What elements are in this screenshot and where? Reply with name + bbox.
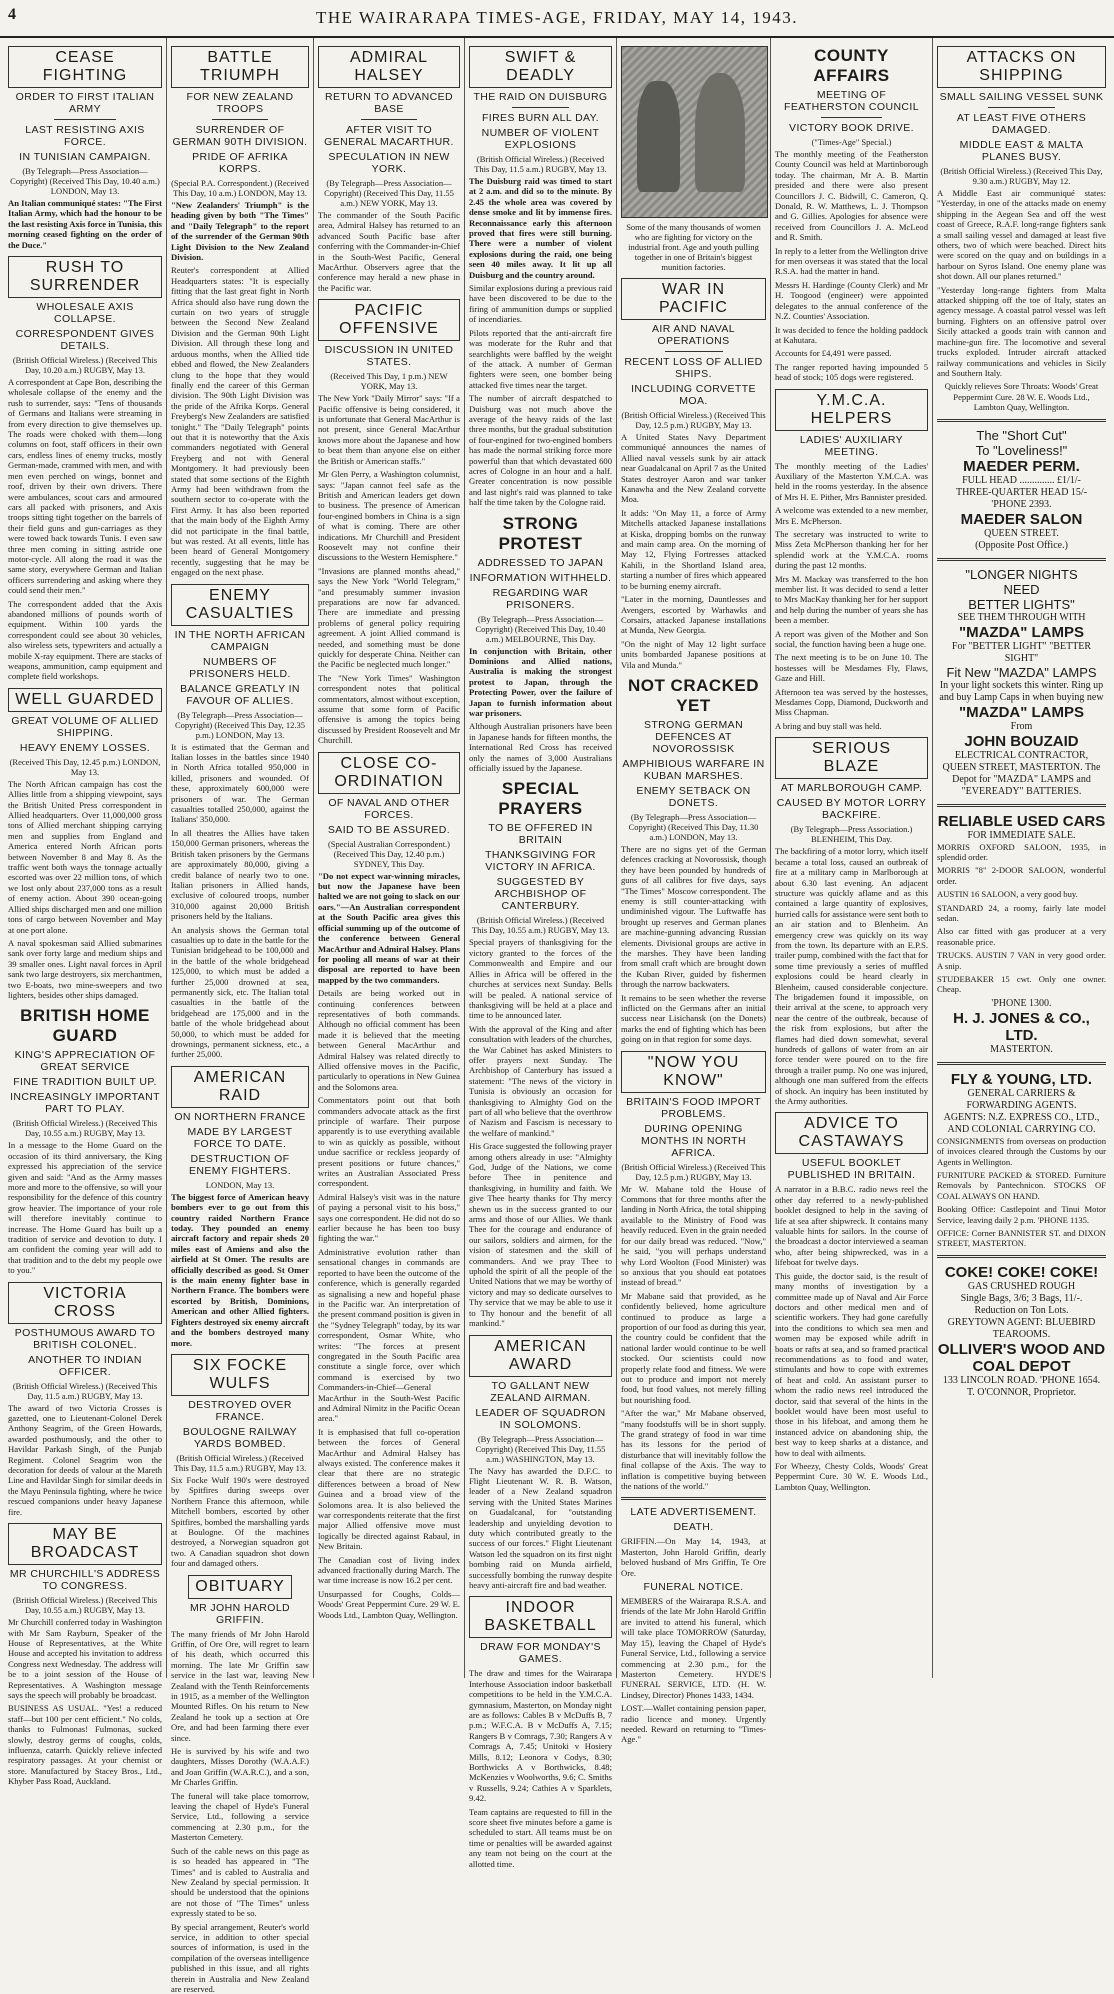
headline: AMERICAN RAID	[171, 1066, 309, 1108]
divider	[937, 1255, 1106, 1258]
ad-line: In your light sockets this winter. Ring up and buy Lamp Caps in when buying new	[939, 679, 1104, 703]
ad-heading: FLY & YOUNG, LTD.	[950, 1070, 1093, 1088]
dateline: (British Official Wireless.) (Received This Day, 12.5 p.m.) RUGBY, May 13.	[621, 1161, 766, 1182]
maeder-perm-ad	[937, 428, 1106, 552]
divider	[937, 1062, 1106, 1065]
subheading: WHOLESALE AXIS COLLAPSE.	[36, 301, 134, 326]
subheading: MR CHURCHILL'S ADDRESS TO CONGRESS.	[9, 1568, 161, 1593]
subheading: AIR AND NAVAL OPERATIONS	[651, 323, 735, 347]
ad-line: 133 LINCOLN ROAD. 'PHONE 1654.	[942, 1374, 1101, 1386]
article-paragraph: It is emphasised that full co-operation between the forces of General MacArthur and Admiral Halsey has always existed. The conference makes it clear that there are no strategic differences between a broad of New Guinea and a broad view of the Solomons area. It is also believed the war correspondents reiterate that the first major Allied offensive move must logically be directed against Rabaul, in New Britain.	[318, 1426, 460, 1552]
article-paragraph: The Duisburg raid was timed to start at 2 a.m. and did so to the minute. By 2.45 the whole area was covered by dense smoke and lit by immense fires. Reconnaissance early this afternoon proved that fires were still burning. There were a number of violent explosions during the raid, one being seen 40 miles away. It lit up all Duisburg and the country around.	[469, 176, 612, 280]
munition-factory-photo	[621, 46, 768, 218]
divider	[988, 107, 1056, 108]
headline: INDOOR BASKETBALL	[469, 1596, 612, 1638]
mazda-lamps-ad	[937, 567, 1106, 798]
notice-paragraph: By special arrangement, Reuter's world service, in addition to other special sources of information, is used in the compilation of the overseas intelligence published in this issue, and all rights therein in Australia and New Zealand are reserved.	[171, 1921, 309, 1994]
divider	[54, 119, 116, 120]
subheading: ON NORTHERN FRANCE	[174, 1110, 306, 1123]
coke-ad	[937, 1264, 1106, 1399]
subheading: ENEMY SETBACK ON DONETS.	[636, 784, 751, 809]
headline: "NOW YOU KNOW"	[621, 1051, 766, 1093]
subheading: VICTORY BOOK DRIVE.	[789, 122, 914, 134]
subheading: STRONG GERMAN DEFENCES AT NOVOROSSISK	[643, 718, 744, 755]
subheading: AMPHIBIOUS WARFARE IN KUBAN MARSHES.	[622, 757, 765, 782]
subheading: CAUSED BY MOTOR LORRY BACKFIRE.	[776, 797, 927, 822]
headline: BATTLE TRIUMPH	[171, 46, 309, 88]
dateline: (British Official Wireless.) (Received This Day, 11.5 a.m.) RUGBY, May 13.	[173, 1452, 307, 1473]
death-notice: GRIFFIN.—On May 14, 1943, at Masterton, John Harold Griffin, dearly beloved husband of Mrs Griffin, Te Ore Ore.	[621, 1536, 766, 1578]
column-2	[167, 38, 314, 1994]
dateline: (British Official Wireless.) (Received This Day, 11.5 a.m.) RUGBY, May 13.	[474, 154, 607, 174]
article-paragraph: "After the war," Mr Mabane observed, "many foodstuffs will be in short supply. The grand strategy of food in war time has its lessons for the period of disturbance that will inevitably follow the final collapse of the Axis. The way to inflation is competitive buying between the nations of the world."	[621, 1408, 766, 1492]
subheading: FIRES BURN ALL DAY.	[481, 112, 600, 124]
section-label: FUNERAL NOTICE.	[643, 1581, 744, 1594]
ad-line: Reduction on Ton Lots.	[974, 1304, 1069, 1316]
subheading: REGARDING WAR PRISONERS.	[492, 586, 589, 611]
page-number: 4	[8, 6, 16, 23]
article-paragraph: The biggest force of American heavy bombers ever to go out from this country raided Northern France today. They pounded an enemy aircraft factory and repair sheds 20 miles east of Amiens and also the airfield at St Omer. The results are officially described as good. St Omer is the main enemy fighter base in Northern France. The bombers were escorted by British, Dominions, American and other Allied fighters. Fighters destroyed six enemy aircraft and the bombers destroyed many more.	[171, 1191, 309, 1348]
headline: STRONG PROTEST	[498, 513, 583, 553]
dateline: (British Official Wireless.) (Received This Day, 10.55 a.m.) RUGBY, May 13.	[471, 915, 610, 936]
subheading: NUMBERS OF PRISONERS HELD.	[189, 655, 291, 680]
dateline: (British Official Wireless.) (Received This Day, 11.5 a.m.) RUGBY, May 13.	[12, 1380, 158, 1401]
dateline: (By Telegraph—Press Association—Copyright) (Received This Day, 10.40 a.m.) MELBOURNE, This Day.	[475, 613, 606, 644]
ad-line: CONSIGNMENTS from overseas on production of invoices cleared through the Customs by our Agents in Wellington.	[937, 1135, 1106, 1167]
article-paragraph: A correspondent at Cape Bon, describing the wholesale collapse of the enemy and the rush to surrender, says: "Tens of thousands of Germans and Italians were streaming in from every direction to give themselves up. The roads were choked with them—long columns on foot, staff officers in their own cars, endless lines of enemy trucks, mostly German-made, crammed with men, and with men even perched on wings, bonnet and roof, driven by their own drivers. There were ambulances, scout cars and armoured cars all packed with prisoners, and Axis troops sitting tight together on the barrels of their field guns and gun-carriages as they were towed back towards Tunis. I even saw three men coming in sitting astride one motor-cycle. All along the road it was the same story, everywhere German and Italian officers surrendering and asking where they could send their men."	[8, 377, 162, 596]
ad-line: For "BETTER LIGHT" "BETTER SIGHT"	[951, 640, 1092, 664]
dateline: ("Times-Age" Special.)	[811, 137, 892, 147]
subheading: INFORMATION WITHHELD.	[469, 571, 612, 584]
ad-line: T. O'CONNOR, Proprietor.	[966, 1386, 1077, 1398]
ad-line: FULL HEAD .............. £1/1/-	[962, 474, 1081, 486]
notice-paragraph: Such of the cable news on this page as is so headed has appeared in "The Times" and is cabled to Australia and New Zealand by special permission. It should be understood that the opinions are not those of "The Times" unless expressly stated to be so.	[171, 1845, 309, 1919]
subheading: TO BE OFFERED IN BRITAIN	[488, 822, 593, 847]
article-paragraph: A United States Navy Department communiqué announces the names of Allied naval vessels sunk by air attack near Guadalcanal on April 7 as the United States destroyer Aaron and war tanker Kanawha and the New Zealand corvette Moa.	[621, 432, 766, 505]
article-paragraph: The Navy has awarded the D.F.C. to Flight Lieutenant W. R. B. Watson, leader of a New Zealand squadron serving with the United States Marines on Guadalcanal, for "outstanding leadership and unyielding devotion to duty which contributed greatly to the success of our forces." Flight Lieutenant Watson led the squadron on its first night bombing raid on Munda airfield, successfully bombing the runway despite heavy anti-aircraft fire and bad weather.	[469, 1465, 612, 1590]
ad-heading: COKE! COKE! COKE!	[944, 1263, 1099, 1281]
subheading: FOR NEW ZEALAND TROOPS	[186, 91, 294, 115]
article-paragraph: Accounts for £4,491 were passed.	[775, 348, 892, 359]
ad-line: MORRIS "8" 2-DOOR SALOON, wonderful order.	[937, 865, 1106, 886]
headline: ATTACKS ON SHIPPING	[937, 46, 1106, 88]
photo-figure	[637, 81, 681, 192]
article-paragraph: There are no signs yet of the German defences cracking at Novorossisk, though they have been pounded by hundreds of guns of all calibres for five days, says "The Times" Moscow correspondent. The enemy is still counter-attacking with undiminished vigour. The Luftwaffe has brought up reserves and German planes are machine-gunning advancing Russian elements. Divisional groups are active in the marshes. They have been landing from small craft which are brought down the Kuban River, guided by fishermen through the narrow backwaters.	[621, 843, 766, 990]
article-paragraph: The correspondent added that the Axis abandoned millions of pounds worth of equipment. Within 100 yards the correspondent could see about 30 vehicles, also wireless sets, typewriters and actually a mobile X-ray equipment. There are stacks of weapons, ammunition, camp equipment and complete field workshops.	[8, 598, 162, 682]
advertisement: Unsurpassed for Coughs, Colds—Woods' Great Peppermint Cure. 29 W. E. Woods Ltd., Lambton Quay, Wellington.	[318, 1588, 460, 1620]
divider	[937, 804, 1106, 807]
subheading: FINE TRADITION BUILT UP.	[13, 1076, 157, 1089]
ad-line: GREYTOWN AGENT: BLUEBIRD TEAROOMS.	[947, 1316, 1096, 1340]
ad-line: AGENTS: N.Z. EXPRESS CO., LTD., AND COLONIAL CARRYING CO.	[943, 1111, 1100, 1135]
article-paragraph: The number of aircraft despatched to Duisburg was not much above the average of the heavy raids of the last three months, but the gradual substitution of four-engined for two-engined bombers has made the normal striking force more powerful than that which devastated 600 acres of Cologne in an hour and a half. Greater concentration is now possible and last night's raid was planned to take half the time taken by the Cologne raid.	[469, 393, 612, 508]
divider	[937, 419, 1106, 422]
columns	[4, 38, 1110, 1994]
article-paragraph: A narrator in a B.B.C. radio news reel the other day referred to a newly-published booklet designed to help in the saving of life at sea after shipwreck. It contains many valuable hints for sailors. In the course of the broadcast a doctor interviewed a seaman who, after being shipwrecked, was in a lifeboat for twelve days.	[775, 1184, 928, 1268]
ad-line: From	[1010, 720, 1033, 732]
column-5	[617, 38, 771, 1745]
headline: NOT CRACKED YET	[627, 675, 760, 715]
subheading: ADDRESSED TO JAPAN	[477, 556, 604, 569]
column-3	[314, 38, 465, 1678]
ad-heading: "MAZDA" LAMPS	[958, 703, 1085, 721]
subheading: LEADER OF SQUADRON IN SOLOMONS.	[475, 1406, 606, 1431]
subheading: NUMBER OF VIOLENT EXPLOSIONS	[481, 127, 600, 151]
ad-line: The "Short Cut"	[976, 427, 1067, 443]
article-paragraph: Team captains are requested to fill in the score sheet five minutes before a game is scheduled to start. All teams must be on time or penalties will be awarded against any team not being on the court at the allotted time.	[469, 1806, 612, 1869]
headline: RUSH TO SURRENDER	[8, 256, 162, 298]
article-paragraph: A report was given of the Mother and Son social, the function having been a huge one.	[775, 628, 928, 650]
article-paragraph: "Later in the morning, Dauntlesses and Avengers, escorted by Warhawks and Corsairs, attacked Japanese installations at Munda, New Georgia.	[621, 594, 766, 636]
ad-heading: JOHN BOUZAID	[964, 732, 1079, 750]
article-paragraph: The North African campaign has cost the Allies little from a shipping viewpoint, says the British United Press correspondent in Allied headquarters. Over 11,000,000 gross tons of Allied merchant shipping carrying men and supplies from England and America entered North African ports between November 8 and May 8. As the traffic went both ways the tonnage actually escorted was over 22 million tons, of which we lost only about 237,000 tons as a result of enemy action. About 390 ocean-going Allied ships discharged men and one million tons of cargo between November and May at one port alone.	[8, 778, 162, 935]
fly-young-ad	[937, 1071, 1106, 1249]
divider	[512, 107, 569, 108]
subheading: KING'S APPRECIATION OF GREAT SERVICE	[14, 1049, 156, 1074]
ad-line: ELECTRICAL CONTRACTOR, QUEEN STREET, MASTERTON. The Depot for "MAZDA" LAMPS and "EVEREADY" BATTERIES.	[942, 749, 1101, 797]
ad-line: Also car fitted with gas producer at a very reasonable price.	[937, 926, 1106, 947]
article-paragraph: He is survived by his wife and two daughters, Misses Dorothy (W.A.A.F.) and Joan Griffin (W.A.R.C.), and a son, Mr Charles Griffin.	[171, 1746, 309, 1788]
ad-line: THREE-QUARTER HEAD 15/-	[955, 486, 1088, 498]
headline: PACIFIC OFFENSIVE	[318, 299, 460, 341]
subheading: CORRESPONDENT GIVES DETAILS.	[15, 328, 155, 353]
ad-line: STUDEBAKER 15 cwt. Only one owner. Cheap.	[937, 974, 1106, 995]
headline: SPECIAL PRAYERS	[498, 779, 583, 819]
headline: ADMIRAL HALSEY	[318, 46, 460, 88]
headline: MAY BE BROADCAST	[8, 1523, 162, 1565]
divider	[361, 119, 418, 120]
headline: AMERICAN AWARD	[469, 1335, 612, 1377]
article-paragraph: With the approval of the King and after consultation with leaders of the churches, the War Cabinet has asked Ministers to offer prayers next Sunday. The Archbishop of Canterbury has issued a statement: "The news of the victory in Tunisia is obviously an occasion for thanksgiving to Almighty God on the part of all who believe that the overthrow of Nazism and Fascism is necessary to the welfare of mankind."	[469, 1023, 612, 1138]
article-paragraph: A naval spokesman said Allied submarines sank over forty large and medium ships and 39 smaller ones. Light naval forces in April sank two large destroyers, six merchantmen, two E-boats, two mine-sweepers and two lighters, besides other ships damaged.	[8, 937, 162, 1000]
article-paragraph: It adds: "On May 11, a force of Army Mitchells attacked Japanese installations at Kiska, dropping bombs on the runway and main camp area. On the morning of May 12, Flying Fortresses attacked Kahili, in the Shortland Island area, starting a number of fires which appeared to be burning enemy aircraft.	[621, 507, 766, 591]
subheading: THE RAID ON DUISBURG	[473, 91, 608, 103]
ad-line: GAS CRUSHED ROUGH	[967, 1280, 1076, 1292]
ad-line: GENERAL CARRIERS & FORWARDING AGENTS.	[966, 1087, 1077, 1111]
article-paragraph: Mr W. Mabane told the House of Commons that for three months after the landing in North Africa, the total shipping available to the Ministry of Food was heavily reduced. Even in the grain needed for our daily bread was reduced. "Now," he said, "you will perhaps understand why Lord Woolton (Food Minister) was so anxious that you should eat potatoes instead of bread."	[621, 1183, 766, 1288]
column-7	[933, 38, 1110, 1678]
article-paragraph: In all theatres the Allies have taken 150,000 German prisoners, whereas the British taken prisoners by the Germans are approximately 80,000, giving a credit balance of nearly two to one. Italian prisoners in Allied hands, exclusive of coloured troops, number 310,000 against 20,000 British prisoners held by the Italians.	[171, 827, 309, 922]
headline: BRITISH HOME GUARD	[20, 1006, 150, 1046]
article-paragraph: "Invasions are planned months ahead," says the New York "World Telegram," "and presumably summer invasion preparations are now far advanced. There are immediate and pressing problems of general policy requiring agreement. A joint Allied command is needed, and something must be done quickly for desperate China. Neither can the Pacific be neglected much longer."	[318, 565, 460, 670]
ad-line: OFFICE: Corner BANNISTER ST. and DIXON STREET, MASTERTON.	[937, 1228, 1106, 1249]
article-paragraph: Details are being worked out in continuing conferences between representatives of both commands. Although no official comment has been made it is believed that the meeting between General MacArthur and Admiral Halsey was related directly to Allied offensive moves in the Pacific, particularly to operations in New Guinea and the Solomons area.	[318, 988, 460, 1092]
headline: WELL GUARDED	[8, 688, 161, 712]
subheading: IN THE NORTH AFRICAN CAMPAIGN	[174, 628, 306, 653]
ad-line: 'PHONE 1300.	[991, 997, 1052, 1009]
funeral-notice: MEMBERS of the Wairarapa R.S.A. and friends of the late Mr John Harold Griffin are invited to attend his funeral, which will take place TOMORROW (Saturday, May 15), leaving the Chapel of Hyde's Funeral Service, Ltd., following a service commencing at 2.30 p.m., for the Masterton Cemetery. HYDE'S FUNERAL SERVICE, LTD. (H. W. Lindsey, Director) Phones 1433, 1434.	[621, 1596, 766, 1700]
article-paragraph: The commander of the South Pacific area, Admiral Halsey has returned to an advanced South Pacific base after conferring with the Commander-in-Chief in the South-West Pacific, General MacArthur. Observers agree that the conference may herald a new phase in the Pacific war.	[318, 210, 460, 293]
subheading: SPECULATION IN NEW YORK.	[328, 151, 450, 175]
dateline: (British Official Wireless.) (Received This Day, 9.30 a.m.) RUGBY, May 12.	[940, 166, 1103, 186]
ad-line: Fit New "MAZDA" LAMPS	[946, 664, 1097, 680]
dateline: (By Telegraph—Press Association—Copyright) (Received This Day, 11.55 a.m.) WASHINGTON, May 13.	[475, 1433, 606, 1464]
dateline: (By Telegraph—Press Association—Copyright) (Received This Day, 12.35 p.m.) LONDON, May 13.	[174, 709, 306, 740]
subheading: PRIDE OF AFRIKA KORPS.	[192, 151, 288, 175]
ad-heading: H. J. JONES & CO., LTD.	[953, 1009, 1090, 1044]
article-paragraph: The New York "Daily Mirror" says: "If a Pacific offensive is being considered, it is unfortunate that General MacArthur is not present, since General MacArthur knows more about the Japanese and how to beat them than anyone else on either the British or American staffs."	[318, 393, 460, 466]
ad-line: AUSTIN 16 SALOON, a very good buy.	[937, 889, 1078, 900]
article-paragraph: A welcome was extended to a new member, Mrs E. McPherson.	[775, 505, 928, 526]
article-paragraph: Commentators point out that both commanders advocate attack as the first principle of warfare. Their purpose apparently is to use everything available to win as quickly as possible, without undue sacrifice or reckless jeopardy of present positions or future chances," writes an Australian Associated Press correspondent.	[318, 1095, 460, 1189]
article-paragraph: Afternoon tea was served by the hostesses, Mesdames Copp, Diamond, Duckworth and Miss Chapman.	[775, 686, 928, 718]
article-paragraph: The "New York Times" Washington correspondent notes that political commentators, almost without exception, assume that some form of Pacific offensive is among the topics being discussed by President Roosevelt and Mr Churchill.	[318, 672, 461, 746]
subheading: SAID TO BE ASSURED.	[327, 823, 451, 836]
article-paragraph: Mrs M. Mackay was transferred to the hon member list. It was decided to send a letter to Mrs MacKay thanking her for her support and help during the number of years she has been a member.	[775, 573, 928, 626]
article-paragraph: It remains to be seen whether the reverse inflicted on the Germans after an initial success near Lisichansk (on the Donets) marks the end of fighting which has been going on in that region for some days.	[621, 992, 766, 1045]
article-paragraph: The backfiring of a motor lorry, which itself became a total loss, caused an outbreak of fire at a military camp in Marlborough at about 6.30 last evening. An adjacent structure was quickly aflame and as this contained a large quantity of explosives, hurried calls for assistance were sent both to an air station and to Blenheim. An emergency crew was quickly on its way from the town. Its departure with an E.P.S. trailer pump, combined with the fact that for some time previously a series of muffled explosions could be heard clearly in Blenheim, caused considerable conjecture. The brigademen found it impossible, on their arrival at the scene, to approach very near the centre of the outbreak, because of the risk from explosions, but after the flames had died down somewhat, several hundreds of gallons of water from an air force tender were poured on to the fire through a trailer pump. No one was injured, although one man suffered from the effects of shock. An inquiry has been instituted by the Army authorities.	[775, 846, 928, 1107]
photo-figure	[695, 73, 746, 192]
article-paragraph: Six Focke Wulf 190's were destroyed by Spitfires during sweeps over Northern France this afternoon, while Mitchell bombers, escorted by other Spitfires, bombed the marshalling yards at Boulogne. Of the machines destroyed, a Norwegian squadron got two. A Canadian squadron shot down four and damaged others.	[171, 1474, 309, 1569]
headline: CEASE FIGHTING	[8, 46, 162, 88]
ad-heading: RELIABLE USED CARS	[937, 812, 1106, 830]
ad-line: Booking Office: Castlepoint and Tinui Motor Service, leaving daily 2 p.m. 'PHONE 1135.	[937, 1204, 1106, 1225]
article-paragraph: The Canadian cost of living index advanced fractionally during March. The war time increase is now 16.2 per cent.	[318, 1554, 460, 1586]
subheading: BALANCE GREATLY IN FAVOUR OF ALLIES.	[180, 682, 300, 707]
article-paragraph: Pilots reported that the anti-aircraft fire was moderate for the Ruhr and that searchlights were baffled by the weight of the attack. A number of German fighters were seen, one bomber being attacked five times near the target.	[469, 327, 612, 390]
dateline: (Special Australian Correspondent.) (Received This Day, 12.40 p.m.) SYDNEY, This Day.	[327, 838, 451, 869]
subheading: ORDER TO FIRST ITALIAN ARMY	[15, 91, 155, 115]
ad-line: (Opposite Post Office.)	[975, 539, 1068, 551]
subheading: SMALL SAILING VESSEL SUNK	[939, 91, 1104, 103]
ad-line: NEED	[1003, 581, 1040, 597]
ad-heading: OLLIVER'S WOOD AND COAL DEPOT	[937, 1340, 1106, 1375]
article-paragraph: Although Australian prisoners have been in Japanese hands for fifteen months, the International Red Cross has received only the names of 3,000 Australians officially issued by the Japanese.	[469, 721, 612, 774]
ad-line: FOR IMMEDIATE SALE.	[967, 829, 1076, 841]
subheading: THANKSGIVING FOR VICTORY IN AFRICA.	[485, 849, 596, 874]
dateline: (British Official Wireless.) (Received This Day, 12.5 p.m.) RUGBY, May 13.	[621, 410, 766, 430]
article-paragraph: Admiral Halsey's visit was in the nature of paying a personal visit to his boss," says one correspondent. He did not do so earlier because he has been too busy fighting the war."	[318, 1191, 460, 1244]
article-paragraph: The secretary was instructed to write to Miss Zeta McPherson thanking her for her splendid work at the Y.M.C.A. rooms during the past 12 months.	[775, 528, 928, 571]
article-paragraph: Reuter's correspondent at Allied Headquarters states: "It is especially fitting that the last great fight in North Africa should also have rung down the curtain on two years of struggle between the Second New Zealand Division and the German 90th Light Division. All through these long and arduous months, when the Allied tide ebbed and flowed, the New Zealanders clung to the hope that they would finally end the career of this German division. The 90th Light Division was the pride of the Afrika Korps. General Freyberg's New Zealanders are satisfied tonight." The "Daily Telegraph" points out that it is noteworthy that the Axis commanders negotiated with General Freyberg and not with General Montgomery. It had previously been stated that some sections of the Eighth Army had been withdrawn from the southern sector to co-operate with the First Army. It has also been reported that the main body of the Eighth Army did not participate in the final battle, but was rested. At all events, little has been heard of General Montgomery recently, suggesting that he may be engaged on the next phase.	[171, 265, 309, 578]
headline: WAR IN PACIFIC	[621, 278, 766, 320]
article-paragraph: In a message to the Home Guard on the occasion of its third anniversary, the King expressed his appreciation of the service given and said: "And as the Army masses more and more to the offensive, so will your responsibility for the defence of this country grow heavier. The importance of your role will therefore inevitably continue to increase. The Home Guard has built up a tradition of service and devotion to duty. I am confident the coming year will add to that tradition and to the debt my people owe to you."	[8, 1140, 162, 1276]
ad-line: To "Loveliness!"	[975, 442, 1068, 458]
dateline: (Received This Day, 1 p.m.) NEW YORK, May 13.	[330, 371, 448, 392]
ad-heading: "MAZDA" LAMPS	[958, 623, 1085, 641]
subheading: TO GALLANT NEW ZEALAND AIRMAN.	[490, 1379, 591, 1404]
headline: VICTORIA CROSS	[8, 1282, 162, 1324]
advertisement: Quickly relieves Sore Throats: Woods' Great Peppermint Cure. 28 W. E. Woods Ltd., Lambton Quay, Wellington.	[944, 381, 1099, 413]
article-paragraph: Special prayers of thanksgiving for the victory granted to the forces of the Commonwealth and Empire and our Allies in Africa will be offered in the churches at services next Sunday. Bells will be pealed. A national service of thanksgiving will be held at a place and time to be announced later.	[469, 937, 612, 1021]
subheading: DRAW FOR MONDAY'S GAMES.	[480, 1641, 601, 1666]
subheading: USEFUL BOOKLET PUBLISHED IN BRITAIN.	[787, 1157, 916, 1182]
article-paragraph: "Yesterday long-range fighters from Malta attacked shipping off the toe of Italy, states an agency message. A coastal patrol vessel was left burning. Fighters on an offensive patrol over Sicily attacked a goods train with cannon and machine-gun fire. The locomotive and several trucks exploded. Intruder aircraft attacked railway communications and vehicles in Sicily and Southern Italy.	[937, 284, 1106, 378]
subheading: IN TUNISIAN CAMPAIGN.	[19, 151, 151, 163]
divider	[937, 558, 1106, 561]
subheading: DISCUSSION IN UNITED STATES.	[324, 344, 454, 369]
article-paragraph: A Middle East air communiqué states: "Yesterday, in one of the attacks made on enemy shipping in the Aegean Sea and off the west coast of Greece, R.A.F. long-range fighters sank a small sailing vessel and damaged at least five others, two of which were beached. Direct hits were scored on the quay and on buildings in a harbour on Syros Island. One enemy plane was shot down. All our planes returned."	[937, 188, 1106, 282]
article-paragraph: "New Zealanders' Triumph" is the heading given by both "The Times" and "Daily Telegraph" to the report of the surrender of the German 90th Light Division to the New Zealand Division.	[171, 200, 309, 263]
dateline: (British Official Wireless.) (Received This Day, 10.55 a.m.) RUGBY, May 13.	[12, 1595, 158, 1616]
dateline: (By Telegraph—Press Association—Copyright) (Received This Day, 10.40 a.m.) LONDON, May 13.	[10, 166, 160, 196]
article-paragraph: The monthly meeting of the Ladies' Auxiliary of the Masterton Y.M.C.A. was held in the rooms yesterday. In the absence of Mrs H. E. Pither, Mrs Bannister presided.	[775, 460, 928, 502]
ad-line: Single Bags, 3/6; 3 Bags, 11/-.	[960, 1292, 1083, 1304]
section-label: DEATH.	[673, 1521, 714, 1534]
article-paragraph: In reply to a letter from the Wellington drive for men overseas it was stated that the local R.S.A. had the matter in hand.	[775, 245, 928, 277]
subheading: HEAVY ENEMY LOSSES.	[19, 741, 151, 754]
advertisement: For Wheezy, Chesty Colds, Woods' Great Peppermint Cure. 30 W. E. Woods Ltd., Lambton Quay, Wellington.	[775, 1461, 928, 1492]
article-paragraph: It was decided to fence the holding paddock at Kahutara.	[775, 324, 928, 345]
subheading: AT LEAST FIVE OTHERS DAMAGED.	[956, 112, 1087, 136]
ad-line: MORRIS OXFORD SALOON, 1935, in splendid order.	[937, 841, 1106, 862]
article-paragraph: It is estimated that the German and Italian losses in the battles since 1940 in North Africa totalled 950,000 in killed, prisoners and wounded. Of these, approximately 600,000 were prisoners of war. The German casualties totalled 250,000, against the Italians' 350,000.	[171, 741, 309, 825]
column-4	[465, 38, 617, 1869]
subheading: INCLUDING CORVETTE MOA.	[631, 383, 756, 407]
article-paragraph: An Italian communiqué states: "The First Italian Army, which had the honour to be the last resisting Axis force in Tunisia, this morning ceased fighting on the order of the Duce."	[8, 198, 162, 250]
dateline: (Received This Day, 12.45 p.m.) LONDON, May 13.	[9, 756, 161, 777]
article-paragraph: His Grace suggested the following prayer among others already in use: "Almighty God, Judge of the Nations, we come before Thee in penitence and thanksgiving, in humility and faith. We give Thee hearty thanks for Thy mercy shewn us in the success granted to our arms and those of our Allies. We thank Thee for the courage and endurance of our sailors, soldiers and airmen, for the vision of statesmen and the skill of commanders. And we pray Thee to uphold the spirit of all the people of the United Nations that we may be worthy of victory and may so dedicate ourselves to Thy service that we may be able to use it to Thy honour and the benefit of all mankind."	[469, 1141, 612, 1329]
column-6	[771, 38, 933, 1678]
subheading: SUGGESTED BY ARCHBISHOP OF CANTERBURY.	[494, 876, 587, 913]
ad-line: FURNITURE PACKED & STORED. Furniture Removals by Pantechnicon. STOCKS OF COAL ALWAYS ON HAND.	[937, 1170, 1106, 1201]
headline: CLOSE CO-ORDINATION	[318, 752, 460, 794]
article-paragraph: "Do not expect war-winning miracles, but now the Japanese have been halted we are not going to slack on our oars."—An Australian correspondent at the South Pacific area gives this official summing up of the outcome of the conference between General MacArthur and Admiral Halsey. Plans for pooling all means of war at their disposal are reported to have been mapped by the two commanders.	[318, 870, 460, 985]
ad-line: TRUCKS. AUSTIN 7 VAN in very good order. A snip.	[937, 950, 1106, 971]
photo-caption: Some of the many thousands of women who are fighting for victory on the industrial front. Age and youth pulling together in one of Britain's biggest munition factories.	[626, 222, 761, 272]
newspaper-title: THE WAIRARAPA TIMES-AGE, FRIDAY, MAY 14, 1943.	[315, 8, 799, 27]
dateline: LONDON, May 13.	[205, 1179, 275, 1190]
subheading: OF NAVAL AND OTHER FORCES.	[328, 796, 450, 821]
subheading: MIDDLE EAST & MALTA PLANES BUSY.	[959, 139, 1084, 163]
article-paragraph: The many friends of Mr John Harold Griffin, of Ore Ore, will regret to learn of his death, which occurred this morning. The late Mr Griffin saw service in the last war, leaving New Zealand with the Tenth Reinforcements in 1915, as a member of the Wellington Mounted Rifles. On his return to New Zealand he took up a section at Ore Ore, and had been farming there ever since.	[171, 1628, 309, 1743]
subheading: BOULOGNE RAILWAY YARDS BOMBED.	[182, 1425, 298, 1450]
ad-line: 'PHONE 2393.	[991, 498, 1052, 510]
subheading: SURRENDER OF GERMAN 90TH DIVISION.	[172, 124, 308, 148]
dateline: (Special P.A. Correspondent.) (Received This Day, 10 a.m.) LONDON, May 13.	[171, 178, 309, 198]
dateline: (By Telegraph—Press Association—Copyright) (Received This Day, 11.55 a.m.) NEW YORK, May 13.	[324, 178, 454, 208]
lost-notice: LOST.—Wallet containing pension paper, radio licence and money. Urgently needed. Reward on returning to "Times-Age."	[621, 1703, 766, 1745]
headline: Y.M.C.A. HELPERS	[775, 389, 928, 431]
article-paragraph: Messrs H. Hardinge (County Clerk) and Mr H. Toogood (engineer) were appointed delegates to the annual conference of the N.Z. Counties' Association.	[775, 279, 928, 322]
article-paragraph: Mr Glen Perry, a Washington columnist, says: "Japan cannot feel safe as the British and American leaders get down to business. The presence of American four-engined bombers in China is a sign of what is coming. There are other indications. Mr Churchill and President Roosevelt may not confine their discussions to the Western Hemisphere."	[318, 469, 460, 563]
subheading: DESTRUCTION OF ENEMY FIGHTERS.	[188, 1152, 292, 1177]
subheading: LADIES' AUXILIARY MEETING.	[799, 433, 904, 458]
ad-line: MASTERTON.	[990, 1043, 1053, 1055]
article-paragraph: Mr Mabane said that provided, as he confidently believed, home agriculture continued to produce as large a proportion of our food as during this year, the country could be confident that the national larder would continue to be well stocked. Our scientists could now properly relate food and fitness. We were out to produce and import not merely food, but food values, not merely filling but nourishing food.	[621, 1290, 766, 1405]
article-paragraph: Similar explosions during a previous raid have been discovered to be due to the firing of ammunition dumps or supplied of incendiaries.	[469, 283, 612, 325]
ad-line: BETTER LIGHTS"	[968, 596, 1075, 612]
subheading: AFTER VISIT TO GENERAL MACARTHUR.	[324, 124, 454, 148]
divider	[621, 1497, 766, 1500]
subheading: POSTHUMOUS AWARD TO BRITISH COLONEL.	[14, 1326, 156, 1351]
ad-line: "LONGER NIGHTS	[965, 566, 1078, 582]
article-paragraph: The funeral will take place tomorrow, leaving the chapel of Hyde's Funeral Service, Ltd., following a service commencing at 2.30 p.m., for the Masterton Cemetery.	[171, 1790, 309, 1843]
divider	[212, 119, 267, 120]
article-paragraph: An analysis shows the German total casualties up to date in the battle for the Tunisian bridgehead to be 100,000 and in the battle of the whole bridgehead 125,000, to which must be added a further 25,000 drowned at sea, permanently sick, etc. The Italian total casualties in the battle of the bridgehead are 175,000 and in the battle of the whole bridgehead about 50,000, to which must be added for drownings, permanent sickness, etc., a further 25,000.	[171, 924, 309, 1060]
ad-line: STANDARD 24, a roomy, fairly late model sedan.	[937, 902, 1106, 923]
article-paragraph: The next meeting is to be on June 10. The hostesses will be Mesdames Fly, Flaws, Gaze and Hill.	[775, 652, 928, 684]
dateline: (By Telegraph—Press Association.) BLENHEIM, This Day.	[790, 824, 913, 845]
subheading: INCREASINGLY IMPORTANT PART TO PLAY.	[10, 1091, 160, 1116]
article-paragraph: A bring and buy stall was held.	[775, 720, 882, 731]
subheading: DESTROYED OVER FRANCE.	[188, 1398, 292, 1423]
advertisement: BUSINESS AS USUAL. "Yes! a reduced staff—but 100 per cent efficient." No colds, thanks to Fulmonas! Fulmonas, sucked slowly, destroy germs of coughs, colds, influenza, catarrh. Quickly relieve infected respiratory passages. At your chemist or store. Manufactured by Stacey Bros., Ltd., Khyber Pass Road, Auckland.	[8, 1703, 162, 1787]
article-paragraph: The ranger reported having impounded 5 head of stock; 105 dogs were registered.	[775, 361, 928, 383]
subheading: MR JOHN HAROLD GRIFFIN.	[189, 1601, 291, 1626]
divider	[821, 117, 882, 118]
headline: ENEMY CASUALTIES	[171, 584, 309, 626]
headline: SIX FOCKE WULFS	[171, 1354, 309, 1396]
subheading: RETURN TO ADVANCED BASE	[325, 91, 453, 115]
ad-heading: MAEDER SALON	[960, 510, 1083, 528]
article-paragraph: "On the night of May 12 light surface units bombarded Japanese positions at Vila and Munda."	[621, 638, 766, 670]
subheading: MADE BY LARGEST FORCE TO DATE.	[187, 1125, 293, 1150]
subheading: MEETING OF FEATHERSTON COUNCIL	[784, 89, 919, 113]
masthead	[0, 0, 1114, 38]
subheading: AT MARLBOROUGH CAMP.	[780, 782, 923, 795]
headline: OBITUARY	[188, 1575, 292, 1599]
headline: SERIOUS BLAZE	[775, 737, 928, 779]
subheading: BRITAIN'S FOOD IMPORT PROBLEMS.	[626, 1095, 761, 1120]
used-cars-ad	[937, 813, 1106, 1056]
ad-line: QUEEN STREET.	[984, 527, 1059, 539]
article-paragraph: Administrative evolution rather than sensational changes in commands are reported to have been the outcome of the conference, which is generally regarded as signalising a new and hopeful phase in the Pacific war. An interpretation of the present command position is given in the "Sydney Telegraph" today, by its war correspondent, Osmar White, who writes: "The forces at present congregated in the South Pacific area constitute a single force, over which command is exercised by two Commanders-in-Chief—General MacArthur in the South-West Pacific and Admiral Nimitz in the Pacific Ocean area."	[318, 1246, 460, 1424]
dateline: (By Telegraph—Press Association—Copyright) (Received This Day, 11.30 a.m.) LONDON, May 13.	[628, 811, 759, 842]
article-paragraph: The draw and times for the Wairarapa Interhouse Association indoor basketball competitions to be held in the Y.M.C.A. gymnasium, Masterton, on Monday night are as follows: Cables B v McDuffs B, 7 p.m.; W.F.C.A. B v McDuffs A, 7.15; Rangers B v Comrags, 7.30; Rangers A v Comrags A, 7.45; Unitoki v Hosiery Mills, 8.12; Leonora v Codys, 8.30; Borthwicks A v Borthwicks, 8.48; McKenzies v Woolworths, 9.6; C. Smiths v Russells, 9.24; Cathies A v Sparklets, 9.42.	[469, 1668, 612, 1804]
headline: COUNTY AFFAIRS	[813, 46, 890, 85]
dateline: (British Official Wireless.) (Received This Day, 10.20 a.m.) RUGBY, May 13.	[12, 355, 158, 376]
headline: SWIFT & DEADLY	[469, 46, 612, 88]
divider	[665, 351, 723, 352]
article-paragraph: The monthly meeting of the Featherston County Council was held at Martinborough today. The chairman, Mr A. B. Martin presided and there were also present Councillors J. C. Bidwill, C. Cameron, Q. Donald, R. W. Matthews, L. J. Thompson and G. Gillies. Apologies for absence were received from Councillors J. A. McLeod and R. Smith.	[775, 149, 928, 243]
subheading: DURING OPENING MONTHS IN NORTH AFRICA.	[641, 1122, 746, 1159]
dateline: (British Official Wireless.) (Received This Day, 10.55 a.m.) RUGBY, May 13.	[12, 1118, 158, 1139]
article-paragraph: In conjunction with Britain, other Dominions and Allied nations, Australia is making the strongest protest to Japan, through the Protecting Power, over the failure of Japan to furnish information about war prisoners.	[469, 645, 612, 719]
subheading: ANOTHER TO INDIAN OFFICER.	[28, 1353, 142, 1378]
column-1	[4, 38, 167, 1787]
subheading: RECENT LOSS OF ALLIED SHIPS.	[624, 356, 763, 380]
headline: ADVICE TO CASTAWAYS	[775, 1112, 928, 1154]
article-paragraph: The award of two Victoria Crosses is gazetted, one to Lieutenant-Colonel Derek Anthony Seagrim, of the Green Howards, awarded posthumously, and the other to Havildar Parkash Singh, of the Punjab Regiment. Colonel Seagrim won the decoration for deeds of valour at the Mareth Line and Havildar Singh for similar deeds in the Mayu Peninsula fighting, where he twice rescued companions under heavy Japanese fire.	[8, 1402, 162, 1517]
article-paragraph: This guide, the doctor said, is the result of many months of investigation by a committee made up of Naval and Air Force doctors and other medical men and of scientific workers. They had gone carefully into the conditions to which sea men and women may be exposed while adrift in boats or rafts at sea, and so framed practical recommendations as to food and water, stimulants and how to cope with extremes of heat and cold. An assistant purser to whom the radio news reel introduced the doctor, said that several of the hints in the booklet would have been most useful to those in his lifeboat, and among them he instanced advice on abandoning ship, the best way to keep sharks at a distance, and how to deal with ailments.	[775, 1270, 928, 1458]
subheading: GREAT VOLUME OF ALLIED SHIPPING.	[11, 714, 159, 739]
ad-heading: MAEDER PERM.	[963, 457, 1080, 475]
section-label: LATE ADVERTISEMENT.	[630, 1506, 757, 1519]
subheading: LAST RESISTING AXIS FORCE.	[25, 124, 145, 148]
article-paragraph: Mr Churchill conferred today in Washington with Mr Sam Rayburn, Speaker of the House of Representatives, at the White House and accepted his invitation to address Congress next Wednesday. The address will be to a joint session of the House of Representatives. A Washington message says the speech will probably be broadcast.	[8, 1617, 162, 1700]
ad-line: SEE THEM THROUGH WITH	[957, 611, 1086, 623]
